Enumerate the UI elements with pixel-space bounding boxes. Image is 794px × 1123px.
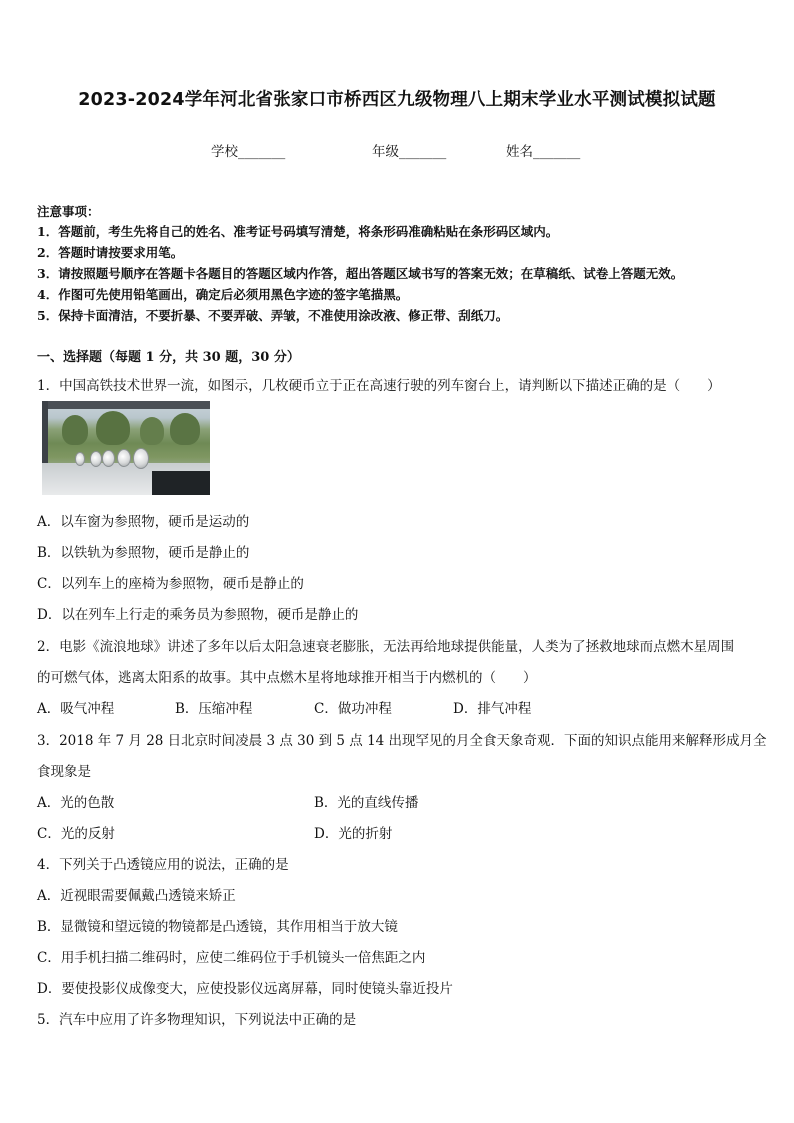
question-1-option-b: B．以铁轨为参照物，硬币是静止的: [37, 545, 250, 561]
question-3-option-b: B．光的直线传播: [314, 795, 419, 811]
question-2-option-d: D．排气冲程: [453, 701, 532, 717]
question-4-option-c: C．用手机扫描二维码时，应使二维码位于手机镜头一倍焦距之内: [37, 950, 426, 966]
tree-shape: [140, 417, 164, 445]
question-2-stem: 2．电影《流浪地球》讲述了多年以后太阳急速衰老膨胀，无法再给地球提供能量，人类为了拯救地球而点燃木星周围: [37, 639, 735, 655]
coin-icon: [75, 452, 85, 466]
question-2-option-c: C．做功冲程: [314, 701, 392, 717]
note-item: 5．保持卡面清洁，不要折暴、不要弄破、弄皱，不准使用涂改液、修正带、刮纸刀。: [37, 308, 509, 323]
section-heading: 一、选择题（每题 1 分，共 30 题，30 分）: [37, 350, 300, 365]
window-frame: [152, 471, 210, 495]
question-2-options: [37, 697, 757, 717]
notes-list: [37, 221, 767, 326]
question-2-option-a: A．吸气冲程: [37, 701, 115, 717]
question-3-stem-cont: 食现象是: [37, 764, 91, 780]
note-item: 1．答题前，考生先将自己的姓名、准考证号码填写清楚，将条形码准确粘贴在条形码区域内。: [37, 224, 559, 239]
train-window-coins-photo: [42, 401, 210, 495]
window-frame: [42, 401, 210, 409]
coin-icon: [90, 451, 102, 467]
question-4-option-d: D．要使投影仪成像变大，应使投影仪远离屏幕，同时使镜头靠近投片: [37, 981, 453, 997]
question-3-option-a: A．光的色散: [37, 795, 115, 811]
question-4-option-a: A．近视眼需要佩戴凸透镜来矫正: [37, 888, 236, 904]
question-4-stem: 4．下列关于凸透镜应用的说法，正确的是: [37, 857, 289, 873]
question-1-option-a: A．以车窗为参照物，硬币是运动的: [37, 514, 250, 530]
question-3-options-row-2: [37, 822, 757, 842]
question-4-option-b: B．显微镜和望远镜的物镜都是凸透镜，其作用相当于放大镜: [37, 919, 398, 935]
note-item: 3．请按照题号顺序在答题卡各题目的答题区域内作答，超出答题区域书写的答案无效；在草稿纸、试卷上答题无效。: [37, 266, 684, 281]
notes-heading: 注意事项：: [37, 204, 100, 219]
question-3-stem: 3．2018 年 7 月 28 日北京时间凌晨 3 点 30 到 5 点 14 出现罕见的月全食天象奇观．下面的知识点能用来解释形成月全: [37, 733, 767, 749]
question-1-option-d: D．以在列车上行走的乘务员为参照物，硬币是静止的: [37, 607, 359, 623]
page-title: 2023-2024学年河北省张家口市桥西区九级物理八上期末学业水平测试模拟试题: [78, 90, 716, 110]
coin-icon: [117, 449, 131, 467]
coin-icon: [133, 448, 149, 469]
grade-field: 年级_______: [372, 144, 447, 160]
question-5-stem: 5．汽车中应用了许多物理知识，下列说法中正确的是: [37, 1012, 357, 1028]
question-3-options-row-1: [37, 791, 757, 811]
question-2-stem-cont: 的可燃气体，逃离太阳系的故事。其中点燃木星将地球推开相当于内燃机的（ ）: [37, 670, 537, 686]
question-3-option-c: C．光的反射: [37, 826, 115, 842]
student-info-row: [0, 140, 794, 160]
coin-icon: [102, 450, 115, 467]
note-item: 4．作图可先使用铅笔画出，确定后必须用黑色字迹的签字笔描黑。: [37, 287, 409, 302]
question-1-stem: 1．中国高铁技术世界一流，如图示，几枚硬币立于正在高速行驶的列车窗台上，请判断以下描述正确的是（ ）: [37, 378, 721, 394]
name-field: 姓名_______: [506, 144, 581, 160]
question-2-option-b: B．压缩冲程: [175, 701, 253, 717]
tree-shape: [62, 415, 88, 445]
school-field: 学校_______: [211, 144, 286, 160]
note-item: 2．答题时请按要求用笔。: [37, 245, 184, 260]
tree-shape: [96, 411, 130, 445]
question-3-option-d: D．光的折射: [314, 826, 393, 842]
question-1-option-c: C．以列车上的座椅为参照物，硬币是静止的: [37, 576, 304, 592]
tree-shape: [170, 413, 200, 445]
